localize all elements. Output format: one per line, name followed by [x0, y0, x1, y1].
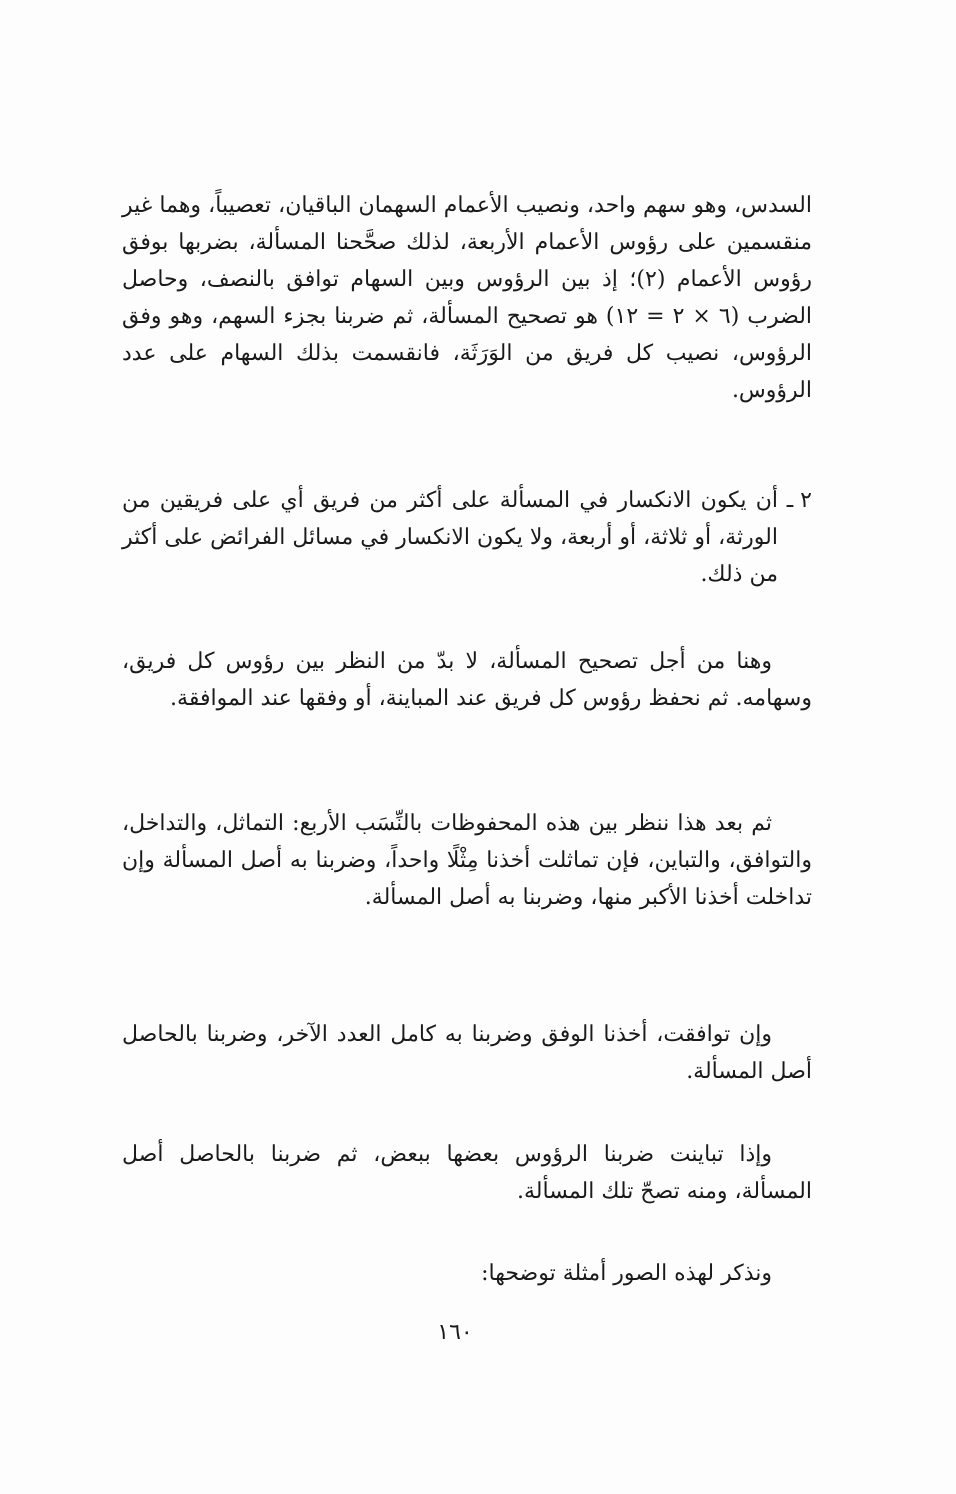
paragraph-examples-intro: [122, 1255, 812, 1292]
paragraph-continuation: [122, 187, 812, 409]
paragraph-text: السدس، وهو سهم واحد، ونصيب الأعمام السهمان الباقيان، تعصيباً، وهما غير منقسمين على رؤوس الأعمام الأربعة، لذلك صحَّحنا المسألة، بضربها بوفق رؤوس الأعمام (٢)؛ إذ بين الرؤوس وبين السهام توافق بالنصف، وحاصل الضرب (٦ × ٢ = ١٢) هو تصحيح المسألة، ثم ضربنا بجزء السهم، وهو وفق الرؤوس، نصيب كل فريق من الوَرَثَة، فانقسمت بذلك السهام على عدد الرؤوس.: [122, 193, 813, 403]
paragraph-text: ثم بعد هذا ننظر بين هذه المحفوظات بالنِّسَب الأربع: التماثل، والتداخل، والتوافق، والتباين، فإن تماثلت أخذنا مِثْلًا واحداً، وضربنا به أصل المسألة وإن تداخلت أخذنا الأكبر منها، وضربنا به أصل المسألة.: [122, 811, 812, 910]
paragraph-agreement: [122, 1016, 812, 1090]
paragraph-text: ونذكر لهذه الصور أمثلة توضحها:: [481, 1261, 772, 1286]
paragraph-text: وإذا تباينت ضربنا الرؤوس بعضها ببعض، ثم ضربنا بالحاصل أصل المسألة، ومنه تصحّ تلك المسألة.: [122, 1142, 812, 1204]
paragraph-divergence: [122, 1136, 812, 1210]
paragraph-text: وإن توافقت، أخذنا الوفق وضربنا به كامل العدد الآخر، وضربنا بالحاصل أصل المسألة.: [122, 1022, 812, 1084]
page-number: ١٦٠: [437, 1320, 473, 1345]
paragraph-correction: [122, 643, 812, 717]
list-item-2: [122, 482, 812, 593]
list-item-text: أن يكون الانكسار في المسألة على أكثر من فريق أي على فريقين من الورثة، أو ثلاثة، أو أربعة، ولا يكون الانكسار في مسائل الفرائض على أكثر من ذلك.: [122, 488, 778, 587]
list-item-number: ٢ ـ: [786, 488, 812, 513]
paragraph-four-ratios: [122, 805, 812, 916]
paragraph-text: وهنا من أجل تصحيح المسألة، لا بدّ من النظر بين رؤوس كل فريق، وسهامه. ثم نحفظ رؤوس كل فريق عند المباينة، أو وفقها عند الموافقة.: [122, 649, 812, 711]
